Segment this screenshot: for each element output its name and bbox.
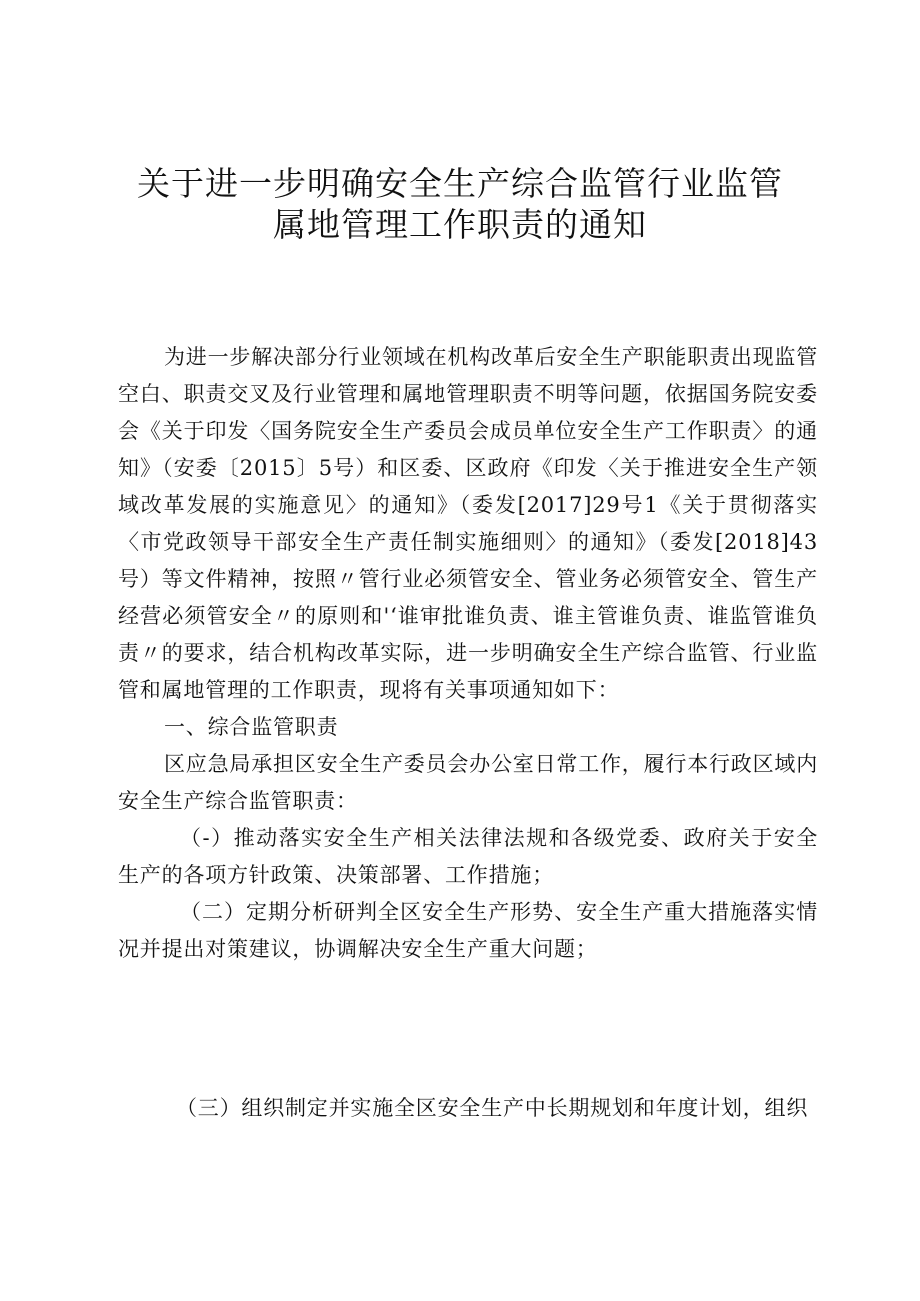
duty-item-1: （-）推动落实安全生产相关法律法规和各级党委、政府关于安全生产的各项方针政策、决策部署、工作措施； [118,826,818,887]
document-title-line-2: 属地管理工作职责的通知 [273,205,647,244]
document-body [118,339,818,968]
intro-paragraph: 为进一步解决部分行业领域在机构改革后安全生产职能职责出现监管空白、职责交叉及行业管理和属地管理职责不明等问题，依据国务院安委会《关于印发〈国务院安全生产委员会成员单位安全生产工作职责〉的通知》（安委〔2015〕5号）和区委、区政府《印发〈关于推进安全生产领域改革发展的实施意见〉的通知》（委发[2017]29号1《关于贯彻落实〈市党政领导干部安全生产责任制实施细则〉的通知》（委发[2018]43号）等文件精神，按照〃管行业必须管安全、管业务必须管安全、管生产经营必须管安全〃的原则和'‘谁审批谁负责、谁主管谁负责、谁监管谁负责〃的要求，结合机构改革实际，进一步明确安全生产综合监管、行业监管和属地管理的工作职责，现将有关事项通知如下： [118,345,818,702]
duty-item-2: （二）定期分析研判全区安全生产形势、安全生产重大措施落实情况并提出对策建议，协调解决安全生产重大问题； [118,900,818,961]
document-body-continued [118,1090,818,1127]
section-1-paragraph: 区应急局承担区安全生产委员会办公室日常工作，履行本行政区域内安全生产综合监管职责： [118,752,818,813]
section-heading-comprehensive-supervision: 一、综合监管职责 [164,715,339,739]
document-title-line-1: 关于进一步明确安全生产综合监管行业监管 [137,164,783,203]
duty-item-3: （三）组织制定并实施全区安全生产中长期规划和年度计划，组织 [176,1096,809,1120]
